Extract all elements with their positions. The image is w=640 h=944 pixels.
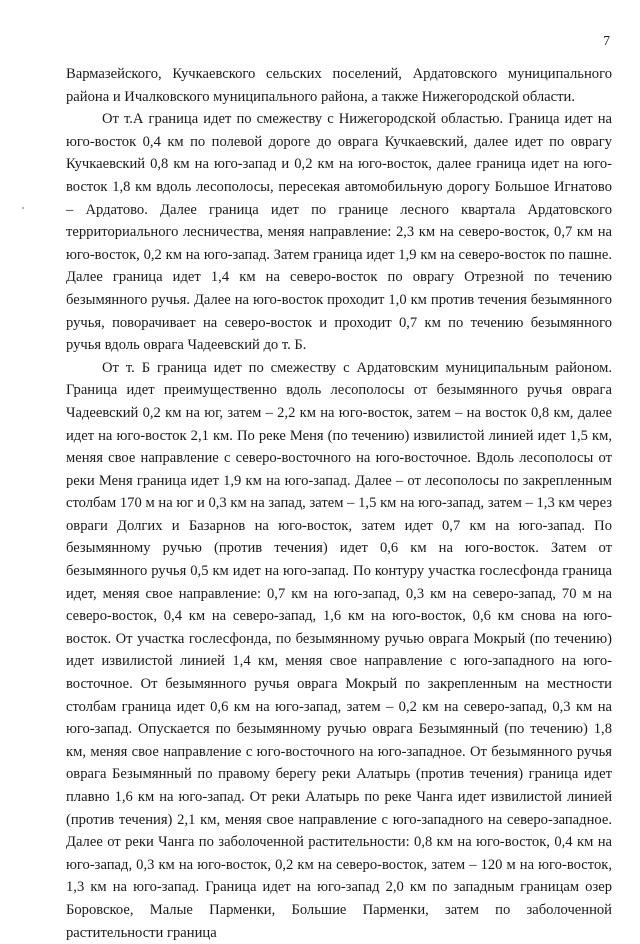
margin-dot (22, 207, 24, 209)
document-body (66, 63, 612, 944)
paragraph-point-b: От т. Б граница идет по смежеству с Ардатовским муниципальным районом. Граница идет преимущественно вдоль лесополосы от безымянного ручья оврага Чадеевский 0,2 км на юг, затем – 2,2 км на юго-восток, затем – на восток 0,8 км, далее идет на юго-восток 2,1 км. По реке Меня (по течению) извилистой линией идет 1,5 км, меняя свое направление с северо-восточного на юго-восточное. Вдоль лесополосы от реки Меня граница идет 1,9 км на юго-запад. Далее – от лесополосы по закрепленным столбам 170 м на юг и 0,3 км на запад, затем – 1,5 км на юго-запад, затем – 1,3 км через овраги Долгих и Базарнов на юго-восток, затем идет 0,7 км на юго-запад. По безымянному ручью (против течения) идет 0,6 км на юго-восток. Затем от безымянного ручья 0,5 км идет на юго-запад. По контуру участка гослесфонда граница идет, меняя свое направление: 0,7 км на юго-запад, 0,3 км на северо-запад, 70 м на северо-восток, 0,4 км на северо-запад, 1,6 км на юго-восток, 0,6 км снова на юго-восток. От участка гослесфонда, по безымянному ручью оврага Мокрый (по течению) идет извилистой линией 1,4 км, меняя свое направление с юго-западного на юго-восточное. От безымянного ручья оврага Мокрый по закрепленным на местности столбам граница идет 0,6 км на юго-запад, затем – 0,2 км на северо-запад, 0,3 км на юго-запад. Опускается по безымянному ручью оврага Безымянный (по течению) 1,8 км, меняя свое направление с юго-восточного на юго-западное. От безымянного ручья оврага Безымянный по правому берегу реки Алатырь (против течения) граница идет плавно 1,6 км на юго-запад. От реки Алатырь по реке Чанга идет извилистой линией (против течения) 2,1 км, меняя свое направление с юго-западного на северо-западное. Далее от реки Чанга по заболоченной растительности: 0,8 км на юго-восток, 0,4 км на юго-запад, 0,3 км на юго-восток, 0,2 км на северо-восток, затем – 120 м на юго-восток, 1,3 км на юго-запад. Граница идет на юго-запад 2,0 км по западным границам озер Боровское, Малые Парменки, Большие Парменки, затем по заболоченной растительности граница (66, 359, 612, 941)
page-number: 7 (603, 33, 610, 48)
paragraph-point-a: От т.А граница идет по смежеству с Нижегородской областью. Граница идет на юго-восток 0,4 км по полевой дороге до оврага Кучкаевский, далее идет по оврагу Кучкаевский 0,8 км на юго-запад и 0,2 км на юго-восток, далее граница идет на юго-восток 1,8 км вдоль лесополосы, пересекая автомобильную дорогу Большое Игнатово – Ардатово. Далее граница идет по границе лесного квартала Ардатовского территориального лесничества, меняя направление: 2,3 км на северо-восток, 0,7 км на юго-восток, 0,2 км на юго-запад. Затем граница идет 1,9 км на северо-восток по пашне. Далее граница идет 1,4 км на северо-восток по оврагу Отрезной по течению безымянного ручья. Далее на юго-восток проходит 1,0 км против течения безымянного ручья, поворачивает на северо-восток и проходит 0,7 км по течению безымянного ручья вдоль оврага Чадеевский до т. Б. (66, 111, 612, 354)
paragraph-continuation: Вармазейского, Кучкаевского сельских поселений, Ардатовского муниципального района и Ичалковского муниципального района, а также Нижегородской области. (66, 66, 612, 105)
